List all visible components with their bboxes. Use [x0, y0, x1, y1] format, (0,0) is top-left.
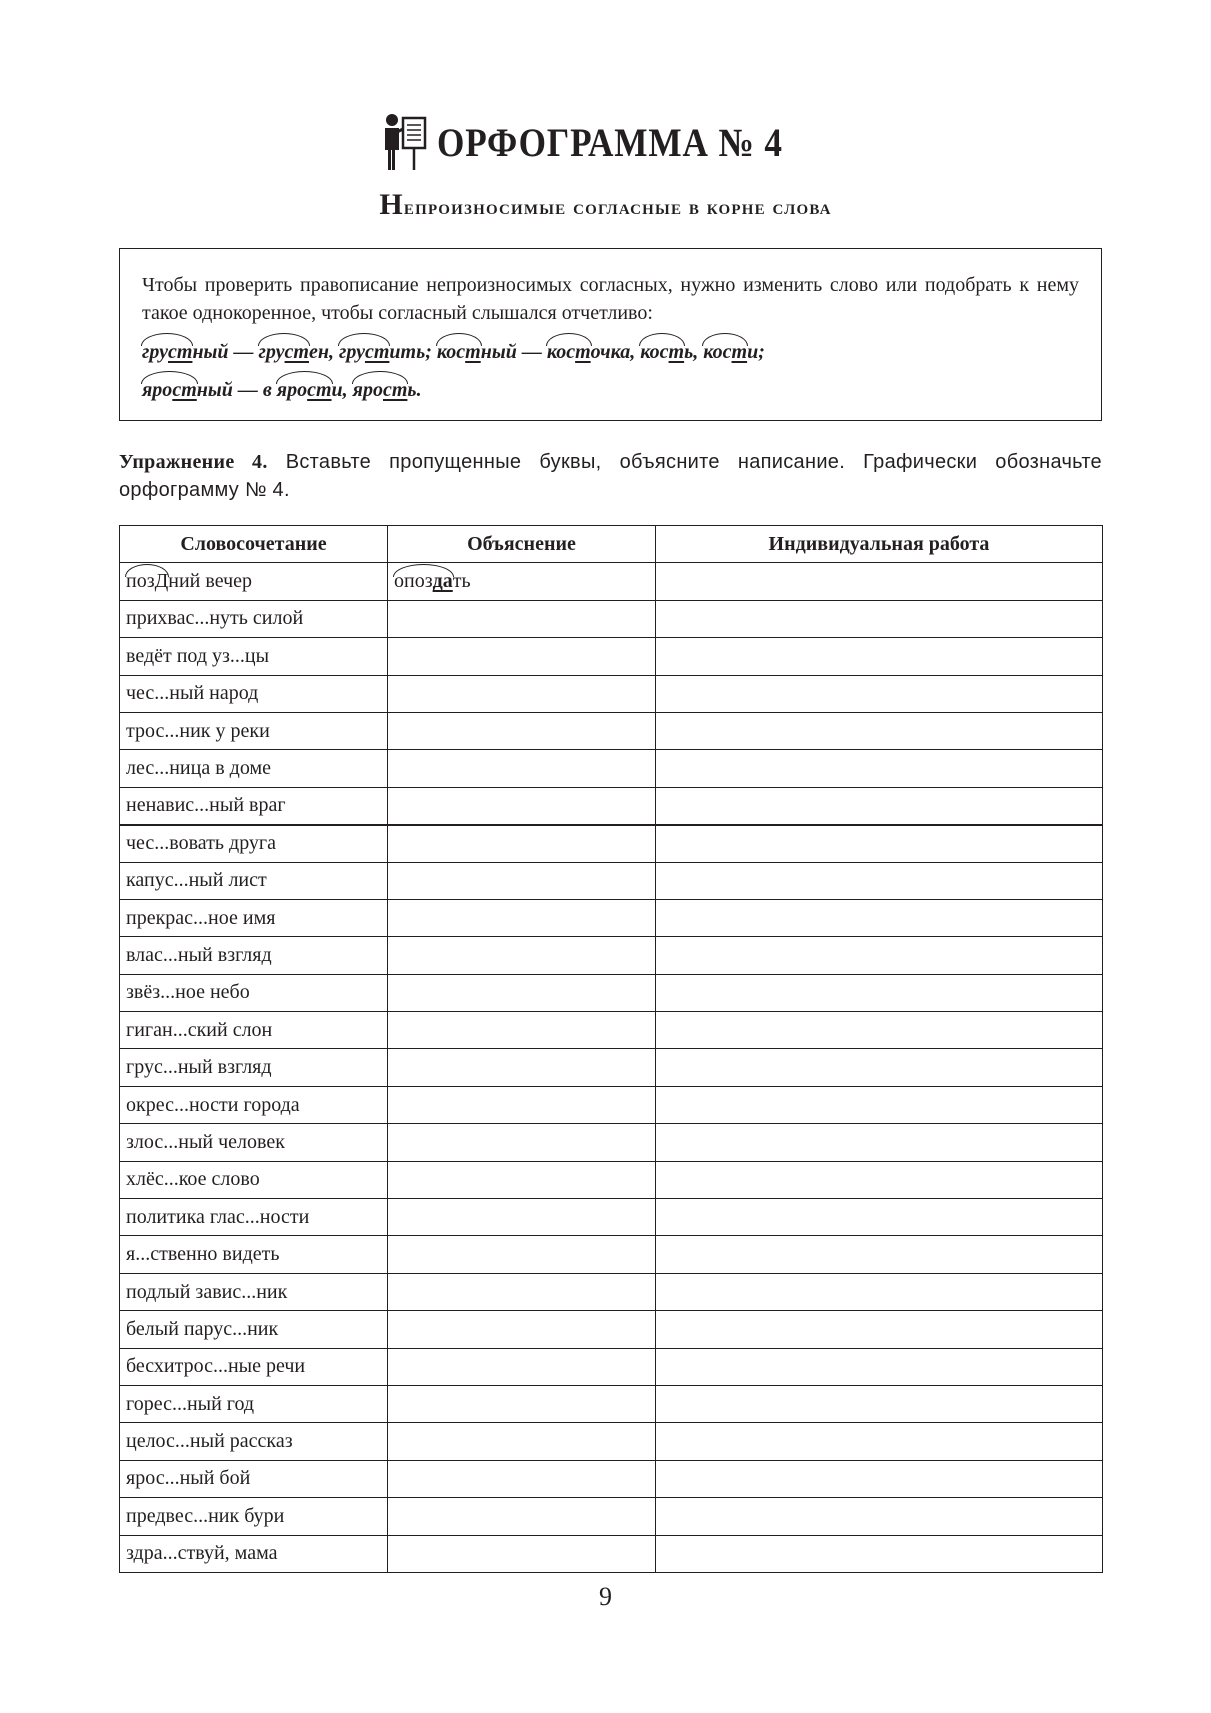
- root-arc: груст: [142, 341, 193, 363]
- page-header: [0, 112, 1211, 172]
- phrase-cell: хлёс...кое слово: [120, 1161, 388, 1198]
- phrase-cell: подлый завис...ник: [120, 1273, 388, 1310]
- phrase-cell: ненавис...ный враг: [120, 787, 388, 824]
- individual-work-cell[interactable]: [656, 1273, 1103, 1310]
- phrase-cell: влас...ный взгляд: [120, 937, 388, 974]
- phrase-cell: грус...ный взгляд: [120, 1049, 388, 1086]
- individual-work-cell[interactable]: [656, 1236, 1103, 1273]
- table-row: [120, 1086, 1103, 1123]
- table-row: [120, 1049, 1103, 1086]
- individual-work-cell[interactable]: [656, 1385, 1103, 1422]
- table-row: [120, 1385, 1103, 1422]
- explanation-cell[interactable]: [388, 1460, 656, 1497]
- table-row: [120, 937, 1103, 974]
- phrase-cell: ярос...ный бой: [120, 1460, 388, 1497]
- table-row: [120, 1236, 1103, 1273]
- individual-work-cell[interactable]: [656, 862, 1103, 899]
- phrase-cell: здра...ствуй, мама: [120, 1535, 388, 1572]
- explanation-cell[interactable]: [388, 1348, 656, 1385]
- phrase-cell: горес...ный год: [120, 1385, 388, 1422]
- rule-text: Чтобы проверить правописание непроизносимых согласных, нужно изменить слово или подобрать к нему такое однокоренное, чтобы согласный слышался отчетливо:: [142, 274, 1079, 324]
- explanation-cell[interactable]: [388, 600, 656, 637]
- column-header: Словосочетание: [120, 526, 388, 563]
- individual-work-cell[interactable]: [656, 937, 1103, 974]
- individual-work-cell[interactable]: [656, 1498, 1103, 1535]
- individual-work-cell[interactable]: [656, 563, 1103, 600]
- individual-work-cell[interactable]: [656, 1124, 1103, 1161]
- table-row: [120, 1273, 1103, 1310]
- phrase-cell: капус...ный лист: [120, 862, 388, 899]
- individual-work-cell[interactable]: [656, 750, 1103, 787]
- table-row: [120, 1460, 1103, 1497]
- explanation-cell[interactable]: [388, 1161, 656, 1198]
- table-row: [120, 1498, 1103, 1535]
- root-arc: позД: [126, 570, 169, 593]
- explanation-cell[interactable]: [388, 712, 656, 749]
- individual-work-cell[interactable]: [656, 1535, 1103, 1572]
- phrase-cell: целос...ный рассказ: [120, 1423, 388, 1460]
- exercise-text: Вставьте пропущенные буквы, объясните написание. Графически обозначьте орфограмму № 4.: [119, 451, 1102, 501]
- root-arc: груст: [338, 341, 390, 363]
- individual-work-cell[interactable]: [656, 974, 1103, 1011]
- phrase-cell: я...ственно видеть: [120, 1236, 388, 1273]
- table-row: [120, 1161, 1103, 1198]
- column-header: Индивидуальная работа: [656, 526, 1103, 563]
- explanation-cell[interactable]: [388, 1385, 656, 1422]
- phrase-cell: прекрас...ное имя: [120, 899, 388, 936]
- root-arc: ярост: [142, 379, 197, 401]
- root-arc: кост: [546, 341, 591, 363]
- explanation-cell[interactable]: [388, 899, 656, 936]
- individual-work-cell[interactable]: [656, 712, 1103, 749]
- explanation-cell[interactable]: [388, 1124, 656, 1161]
- page-subtitle: Непроизносимые согласные в корне слова: [379, 188, 832, 221]
- root-arc: опозда: [394, 570, 453, 593]
- table-row: [120, 675, 1103, 712]
- explanation-cell[interactable]: [388, 1498, 656, 1535]
- explanation-cell[interactable]: [388, 787, 656, 824]
- phrase-cell: трос...ник у реки: [120, 712, 388, 749]
- exercise-label: Упражнение 4.: [119, 451, 268, 473]
- individual-work-cell[interactable]: [656, 899, 1103, 936]
- phrase-cell: окрес...ности города: [120, 1086, 388, 1123]
- explanation-cell[interactable]: [388, 638, 656, 675]
- phrase-cell: лес...ница в доме: [120, 750, 388, 787]
- root-arc: ярост: [352, 379, 408, 401]
- explanation-cell[interactable]: [388, 862, 656, 899]
- individual-work-cell[interactable]: [656, 1161, 1103, 1198]
- explanation-cell[interactable]: [388, 675, 656, 712]
- phrase-cell: предвес...ник бури: [120, 1498, 388, 1535]
- column-header: Объяснение: [388, 526, 656, 563]
- individual-work-cell[interactable]: [656, 600, 1103, 637]
- table-row: [120, 787, 1103, 824]
- phrase-cell: прихвас...нуть силой: [120, 600, 388, 637]
- root-arc: груст: [258, 341, 309, 363]
- phrase-cell: гиган...ский слон: [120, 1012, 388, 1049]
- individual-work-cell[interactable]: [656, 1012, 1103, 1049]
- table-row: [120, 1348, 1103, 1385]
- explanation-cell[interactable]: [388, 1273, 656, 1310]
- phrase-cell: чес...ный народ: [120, 675, 388, 712]
- table-row: [120, 1199, 1103, 1236]
- phrase-cell: злос...ный человек: [120, 1124, 388, 1161]
- explanation-cell[interactable]: [388, 750, 656, 787]
- explanation-cell[interactable]: [388, 1199, 656, 1236]
- individual-work-cell[interactable]: [656, 638, 1103, 675]
- phrase-cell: ведёт под уз...цы: [120, 638, 388, 675]
- table-row: [120, 563, 1103, 600]
- rule-examples-line-2: яростный — в ярости, ярость.: [142, 379, 422, 401]
- exercise-table: [119, 525, 1103, 1573]
- root-arc: кост: [640, 341, 685, 363]
- root-arc: кост: [703, 341, 748, 363]
- table-header-row: [120, 526, 1103, 563]
- table-row: [120, 899, 1103, 936]
- table-row: [120, 1535, 1103, 1572]
- table-row: [120, 1311, 1103, 1348]
- individual-work-cell[interactable]: [656, 675, 1103, 712]
- explanation-cell[interactable]: [388, 974, 656, 1011]
- individual-work-cell[interactable]: [656, 1348, 1103, 1385]
- explanation-cell[interactable]: [388, 1311, 656, 1348]
- phrase-cell: политика глас...ности: [120, 1199, 388, 1236]
- table-row: [120, 712, 1103, 749]
- table-row: [120, 750, 1103, 787]
- table-row: [120, 1124, 1103, 1161]
- individual-work-cell[interactable]: [656, 787, 1103, 824]
- table-row: [120, 1423, 1103, 1460]
- explanation-cell[interactable]: [388, 937, 656, 974]
- phrase-cell: чес...вовать друга: [120, 825, 388, 862]
- explanation-cell[interactable]: [388, 1049, 656, 1086]
- table-row: [120, 638, 1103, 675]
- individual-work-cell[interactable]: [656, 1460, 1103, 1497]
- explanation-cell[interactable]: [388, 1012, 656, 1049]
- individual-work-cell[interactable]: [656, 1086, 1103, 1123]
- table-row: [120, 1012, 1103, 1049]
- root-arc: ярост: [276, 379, 332, 401]
- phrase-cell: позДний вечер: [120, 563, 388, 600]
- explanation-cell[interactable]: [388, 1535, 656, 1572]
- individual-work-cell[interactable]: [656, 1423, 1103, 1460]
- individual-work-cell[interactable]: [656, 1199, 1103, 1236]
- explanation-cell[interactable]: [388, 1086, 656, 1123]
- teacher-at-board-icon: [381, 112, 429, 172]
- table-row: [120, 974, 1103, 1011]
- individual-work-cell[interactable]: [656, 825, 1103, 862]
- page-number: 9: [599, 1582, 612, 1611]
- phrase-cell: бесхитрос...ные речи: [120, 1348, 388, 1385]
- explanation-cell[interactable]: [388, 1236, 656, 1273]
- explanation-cell[interactable]: опоздать: [388, 563, 656, 600]
- phrase-cell: белый парус...ник: [120, 1311, 388, 1348]
- explanation-cell[interactable]: [388, 1423, 656, 1460]
- page-title: ОРФОГРАММА № 4: [436, 119, 783, 165]
- root-arc: кост: [436, 341, 481, 363]
- phrase-cell: звёз...ное небо: [120, 974, 388, 1011]
- exercise-instructions: [119, 448, 1102, 504]
- individual-work-cell[interactable]: [656, 1049, 1103, 1086]
- table-row: [120, 600, 1103, 637]
- table-row: [120, 825, 1103, 862]
- table-row: [120, 862, 1103, 899]
- rule-box: [119, 248, 1102, 421]
- explanation-cell[interactable]: [388, 825, 656, 862]
- individual-work-cell[interactable]: [656, 1311, 1103, 1348]
- rule-examples-line-1: грустный — грустен, грустить; костный — косточка, кость, кости;: [142, 341, 765, 363]
